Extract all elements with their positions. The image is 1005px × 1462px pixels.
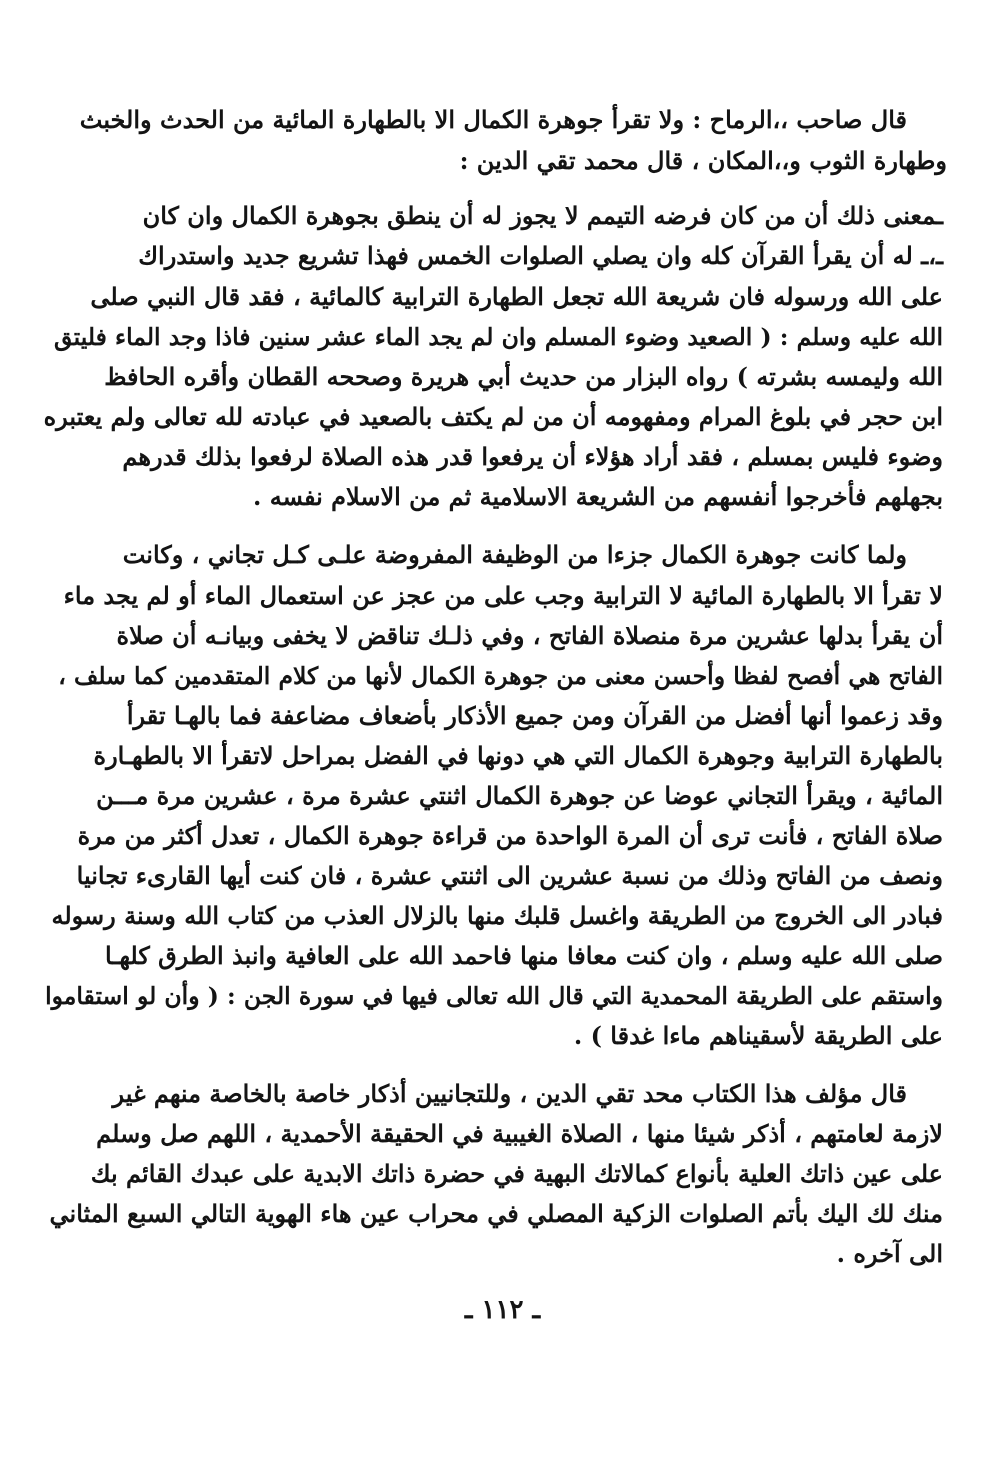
paragraph-1-line-2: وطهارة الثوب و،،المكان ، قال محمد تقي الدين :	[459, 146, 947, 175]
paragraph-4-line-2: لازمة لعامتهم ، أذكر شيئا منها ، الصلاة الغيبية في الحقيقة الأحمدية ، اللهم صل وسلم	[96, 1119, 943, 1148]
paragraph-3-line-4: الفاتح هي أفصح لفظا وأحسن معنى من جوهرة الكمال لأنها من كلام المتقدمين كما سلف ،	[58, 662, 943, 690]
paragraph-2-line-7: وضوء فليس بمسلم ، فقد أراد هؤلاء أن يرفعوا قدر هذه الصلاة لرفعوا بذلك قدرهم	[122, 442, 943, 471]
paragraph-3-line-12: واستقم على الطريقة المحمدية التي قال الله تعالى فيها في سورة الجن : ( وأن لو استقاموا	[45, 982, 943, 1010]
page-number: ـ ١١٢ ـ	[464, 1295, 541, 1325]
paragraph-2-line-6: ابن حجر في بلوغ المرام ومفهومه أن من لم يكتف بالصعيد في عبادته لله تعالى ولم يعتبره	[43, 402, 943, 431]
paragraph-1-line-1: قال صاحب ،،الرماح : ولا تقرأ جوهرة الكمال الا بالطهارة المائية من الحدث والخبث	[79, 105, 907, 134]
paragraph-3-line-5: وقد زعموا أنها أفضل من القرآن ومن جميع الأذكار بأضعاف مضاعفة فما بالهـا تقرأ	[126, 701, 943, 730]
paragraph-2-line-8: بجهلهم فأخرجوا أنفسهم من الشريعة الاسلامية ثم من الاسلام نفسه .	[253, 482, 943, 511]
paragraph-3-line-8: صلاة الفاتح ، فأنت ترى أن المرة الواحدة من قراءة جوهرة الكمال ، تعدل أكثر من مرة	[77, 821, 943, 850]
paragraph-4-line-1: قال مؤلف هذا الكتاب محد تقي الدين ، وللتجانيين أذكار خاصة بالخاصة منهم غير	[112, 1079, 907, 1108]
paragraph-3-line-6: بالطهارة الترابية وجوهرة الكمال التي هي دونها في الفضل بمراحل لاتقرأ الا بالطهـارة	[93, 741, 943, 770]
paragraph-3-line-1: ولما كانت جوهرة الكمال جزءا من الوظيفة المفروضة علـى كـل تجاني ، وكانت	[122, 540, 907, 569]
paragraph-2-line-5: الله وليمسه بشرته ) رواه البزار من حديث أبي هريرة وصححه القطان وأقره الحافظ	[104, 362, 943, 391]
paragraph-4-line-5: الى آخره .	[836, 1239, 943, 1268]
paragraph-2-line-4: الله عليه وسلم : ( الصعيد وضوء المسلم وان لم يجد الماء عشر سنين فاذا وجد الماء فليتق	[54, 323, 943, 351]
paragraph-3-line-10: فبادر الى الخروج من الطريقة واغسل قلبك منها بالزلال العذب من كتاب الله وسنة رسوله	[51, 901, 943, 930]
paragraph-3-line-2: لا تقرأ الا بالطهارة المائية لا الترابية وجب على من عجز عن استعمال الماء أو لم يجد ماء	[63, 581, 943, 610]
paragraph-2-line-1: ـمعنى ذلك أن من كان فرضه التيمم لا يجوز له أن ينطق بجوهرة الكمال وان كان	[142, 201, 943, 230]
paragraph-3-line-11: صلى الله عليه وسلم ، وان كنت معافا منها فاحمد الله على العافية وانبذ الطرق كلهـا	[104, 941, 943, 970]
paragraph-3-line-13: على الطريقة لأسقيناهم ماءا غدقا ) .	[573, 1021, 943, 1050]
paragraph-4-line-3: على عين ذاتك العلية بأنواع كمالاتك البهية في حضرة ذاتك الابدية على عبدك القائم بك	[90, 1159, 943, 1188]
paragraph-4-line-4: منك لك اليك بأتم الصلوات الزكية المصلي في محراب عين هاء الهوية التالي السبع المثاني	[49, 1199, 943, 1228]
paragraph-3-line-9: ونصف من الفاتح وذلك من نسبة عشرين الى اثنتي عشرة ، فان كنت أيها القارىء تجانيا	[76, 861, 943, 890]
paragraph-3-line-7: المائية ، ويقرأ التجاني عوضا عن جوهرة الكمال اثنتي عشرة مرة ، عشرين مرة مـــن	[96, 781, 943, 810]
paragraph-2-line-2: ـ،ـ له أن يقرأ القرآن كله وان يصلي الصلوات الخمس فهذا تشريع جديد واستدراك	[138, 241, 943, 270]
paragraph-3-line-3: أن يقرأ بدلها عشرين مرة منصلاة الفاتح ، وفي ذلـك تناقض لا يخفى وبيانـه أن صلاة	[116, 621, 943, 650]
paragraph-2-line-3: على الله ورسوله فان شريعة الله تجعل الطهارة الترابية كالمائية ، فقد قال النبي صلى	[90, 282, 943, 311]
